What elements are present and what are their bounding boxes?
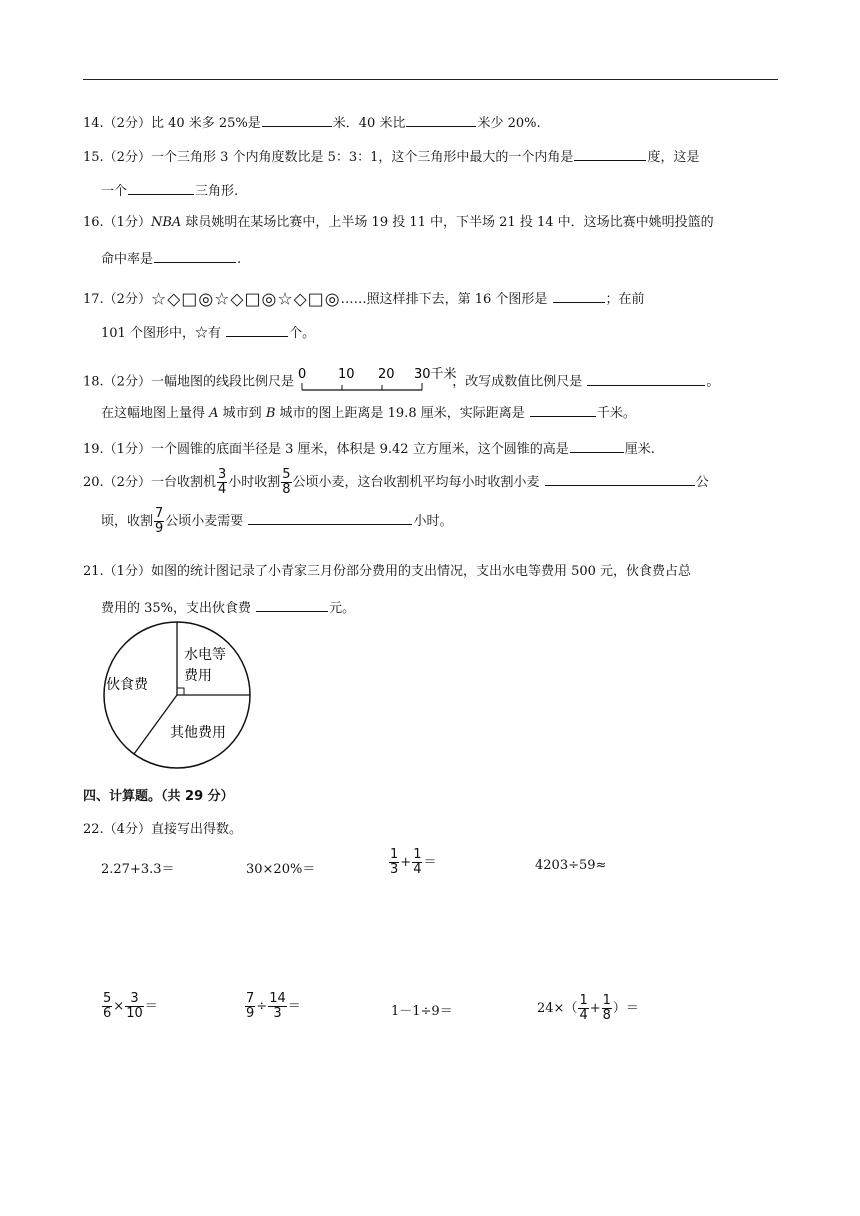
fraction: [245, 992, 255, 1021]
q18-text-e: 城市到: [218, 406, 266, 421]
q15-text-d: 三角形.: [195, 184, 239, 199]
frac-denominator: 10: [126, 1006, 143, 1021]
frac-denominator: 4: [217, 482, 227, 497]
question-14: [83, 112, 541, 133]
q17-text-e: 个。: [289, 326, 316, 341]
frac-numerator: 14: [269, 991, 286, 1006]
q21-blank[interactable]: [256, 597, 328, 612]
frac-denominator: 9: [155, 521, 164, 536]
question-18: [83, 366, 719, 398]
question-19: [83, 438, 655, 459]
q17-text-b: ……照这样排下去，第 16 个图形是: [340, 292, 548, 307]
frac-numerator: 1: [413, 847, 422, 862]
q18-blank-2[interactable]: [530, 402, 596, 417]
calc-4203-div-59: 4203÷59≈: [535, 858, 607, 873]
frac-denominator: 6: [103, 1006, 112, 1021]
q15-text-c: 一个: [101, 184, 128, 199]
q17-blank-2[interactable]: [226, 322, 288, 337]
expr-suffix: ）＝: [612, 1001, 639, 1016]
frac-numerator: 1: [390, 847, 399, 862]
question-20-line2: [101, 505, 452, 539]
pie-label-utilities-2: 费用: [184, 668, 212, 684]
q19-blank[interactable]: [570, 438, 624, 453]
pie-label-other: 其他费用: [170, 725, 226, 741]
frac-numerator: 5: [282, 467, 291, 482]
q17-blank-1[interactable]: [553, 288, 605, 303]
q17-text-d: 101 个图形中，☆有: [101, 326, 221, 341]
frac-denominator: 4: [413, 862, 422, 877]
question-15: [83, 146, 699, 167]
right-angle-mark: [177, 688, 184, 695]
q16-text-a: 16.（1分）: [83, 215, 151, 230]
equals: ＝: [423, 855, 437, 870]
q16-blank[interactable]: [154, 248, 236, 263]
line-scale-bar: [298, 366, 457, 398]
operator: +: [400, 855, 412, 870]
q18-text-b: ，改写成数值比例尺是: [452, 374, 583, 390]
question-18-line2: [101, 402, 636, 423]
question-17-line2: [101, 322, 315, 343]
pie-label-food: 伙食费: [106, 677, 148, 693]
calc-24-times-sum: [537, 994, 639, 1023]
calc-fraction-sum: [388, 848, 436, 877]
frac-denominator: 3: [273, 1006, 282, 1021]
q14-text-c: 米少 20%.: [477, 116, 541, 131]
frac-numerator: 1: [602, 993, 611, 1008]
frac-numerator: 7: [246, 991, 255, 1006]
q21-text-c: 元。: [329, 601, 356, 616]
fraction: [125, 992, 144, 1021]
q15-text-a: 15.（2分）一个三角形 3 个内角度数比是 5：3：1，这个三角形中最大的一个内角是: [83, 150, 574, 165]
q19-text-a: 19.（1分）一个圆锥的底面半径是 3 厘米，体积是 9.42 立方厘米，这个圆锥的高是: [83, 442, 569, 457]
fraction: [602, 994, 612, 1023]
q20-text-f: 公顷小麦需要: [165, 514, 244, 529]
frac-numerator: 3: [125, 992, 144, 1007]
expr-prefix: 24×（: [537, 1001, 578, 1016]
q14-text-a: 14.（2分）比 40 米多 25%是: [83, 116, 261, 131]
fraction: [412, 848, 422, 877]
q18-text-d: 在这幅地图上量得: [101, 406, 206, 421]
scale-label-10: 10: [338, 367, 355, 382]
q16-text-d: .: [237, 252, 242, 267]
q19-text-b: 厘米.: [624, 442, 655, 457]
frac-numerator: 5: [103, 991, 112, 1006]
frac-denominator: 9: [246, 1006, 255, 1021]
fraction: [578, 994, 588, 1023]
header-rule: [83, 79, 778, 80]
frac-denominator: 8: [602, 1008, 611, 1023]
q15-text-b: 度，这是: [647, 150, 700, 165]
calc-2.27-plus-3.3: 2.27+3.3＝: [101, 862, 175, 877]
question-16: [83, 214, 714, 232]
frac-numerator: 3: [217, 467, 227, 482]
calc-1-minus-1-div-9: 1－1÷9＝: [391, 1004, 453, 1019]
q20-text-b: 小时收割: [228, 475, 281, 490]
q18-city-b: B: [265, 406, 276, 421]
q20-text-e: 顷，收割: [101, 514, 154, 529]
question-20: [83, 466, 709, 500]
q21-text-a: 21.（1分）如图的统计图记录了小青家三月份部分费用的支出情况，支出水电等费用 500 元，伙食费占总: [83, 564, 692, 579]
operator: +: [589, 1001, 601, 1016]
q18-blank-1[interactable]: [587, 371, 705, 386]
q20-text-d: 公: [695, 475, 709, 490]
q20-blank-1[interactable]: [545, 471, 695, 486]
q16-nba: NBA: [150, 215, 182, 230]
q20-blank-2[interactable]: [248, 510, 412, 525]
scale-label-20: 20: [378, 367, 395, 382]
question-21-line2: [101, 597, 355, 618]
q14-blank-1[interactable]: [262, 112, 332, 127]
question-21: [83, 563, 691, 581]
equals: ＝: [287, 999, 301, 1014]
q20-fraction-5-8: [281, 468, 291, 497]
q14-blank-2[interactable]: [406, 112, 476, 127]
frac-numerator: 7: [155, 506, 164, 521]
q14-text-b: 米．40 米比: [332, 116, 406, 131]
q15-blank-2[interactable]: [128, 180, 194, 195]
question-22: [83, 821, 242, 839]
fraction: [389, 848, 399, 877]
scale-label-0: 0: [298, 367, 307, 382]
q17-text-a: 17.（2分）: [83, 292, 151, 307]
frac-denominator: 8: [282, 482, 291, 497]
q20-text-c: 公顷小麦，这台收割机平均每小时收割小麦: [292, 475, 540, 490]
frac-denominator: 3: [390, 862, 399, 877]
pie-chart-expenses: [100, 622, 256, 770]
q20-text-a: 20.（2分）一台收割机: [83, 475, 216, 490]
q16-text-b: 球员姚明在某场比赛中，上半场 19 投 11 中，下半场 21 投 14 中．这场比赛中姚明投篮的: [181, 215, 714, 230]
scale-label-30: 30千米: [414, 367, 457, 382]
q18-text-g: 千米。: [596, 406, 636, 421]
q20-fraction-3-4: [217, 468, 227, 497]
question-15-line2: [101, 180, 238, 201]
q17-text-c: ；在前: [605, 292, 645, 307]
q20-text-g: 小时。: [413, 514, 453, 529]
question-16-line2: [101, 248, 241, 269]
q18-text-a: 18.（2分）一幅地图的线段比例尺是: [83, 374, 294, 390]
q20-fraction-7-9: [154, 507, 164, 536]
q18-text-c: 。: [706, 374, 720, 390]
frac-numerator: 1: [579, 993, 588, 1008]
calc-fraction-division: [244, 992, 301, 1021]
q16-text-c: 命中率是: [101, 252, 154, 267]
calc-30-times-20pct: 30×20%＝: [246, 862, 316, 877]
section-4-heading: 四、计算题。（共 29 分）: [83, 789, 234, 804]
operator: ÷: [256, 999, 268, 1014]
frac-denominator: 4: [579, 1008, 588, 1023]
q15-blank-1[interactable]: [574, 146, 646, 161]
q18-text-f: 城市的图上距离是 19.8 厘米，实际距离是: [275, 406, 525, 421]
q21-text-b: 费用的 35%，支出伙食费: [101, 601, 252, 616]
q22-text: 22.（4分）直接写出得数。: [83, 822, 242, 837]
q18-city-a: A: [209, 406, 219, 421]
fraction: [268, 992, 287, 1021]
pie-label-utilities-1: 水电等: [184, 647, 226, 663]
equals: ＝: [144, 999, 158, 1014]
operator: ×: [113, 999, 125, 1014]
q17-shape-sequence: ☆◇□◎☆◇□◎☆◇□◎: [150, 289, 341, 310]
question-17: [83, 288, 645, 309]
fraction: [102, 992, 112, 1021]
calc-fraction-product: [101, 992, 158, 1021]
